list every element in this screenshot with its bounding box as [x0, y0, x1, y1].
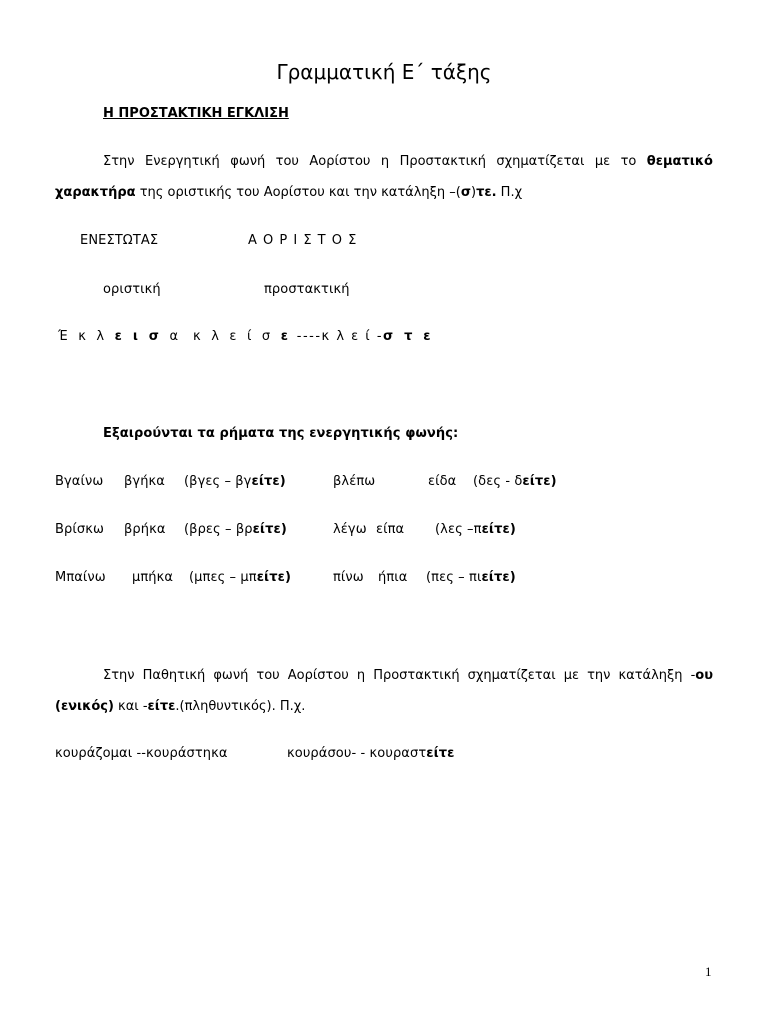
page-title: Γραμματική Ε΄ τάξης [276, 60, 492, 84]
passive-example-aorist: κουράζομαι --κουράστηκα [55, 746, 228, 761]
example-imperative: κ λ ε ί σ ε ----κ λ ε ί -σ τ ε [193, 329, 434, 344]
label-indicative: οριστική [103, 282, 161, 297]
active-voice-paragraph: Στην Ενεργητική φωνή του Αορίστου η Προστακτική σχηματίζεται με το θεματικό χαρακτήρα της οριστικής του Αορίστου και την κατάληξη –(σ)τε. Π.χ [55, 154, 713, 200]
section-heading: Η ΠΡΟΣΤΑΚΤΙΚΗ ΕΓΚΛΙΣΗ [103, 106, 289, 121]
bold-term: θεματικό χαρακτήρα [55, 154, 713, 200]
page-number: 1 [705, 964, 712, 979]
passive-example-imperative: κουράσου- - κουραστείτε [287, 746, 455, 761]
example-aorist: Έ κ λ ε ι σ α [58, 329, 182, 344]
passive-voice-paragraph: Στην Παθητική φωνή του Αορίστου η Προστακτική σχηματίζεται με την κατάληξη -ου (ενικός) και -είτε.(πληθυντικός). Π.χ. [55, 668, 713, 714]
label-imperative: προστακτική [264, 282, 350, 297]
header-aorist: Α Ο Ρ Ι Σ Τ Ο Σ [248, 233, 358, 248]
document-page: Γραμματική Ε΄ τάξης Η ΠΡΟΣΤΑΚΤΙΚΗ ΕΓΚΛΙΣΗ Στην Ενεργητική φωνή του Αορίστου η Προστακτική σχηματίζεται με το θεματικό χαρακτήρα της οριστικής του Αορίστου και την κατάληξη –(σ)τε. Π.χ ΕΝΕΣΤΩΤΑΣ Α Ο Ρ Ι Σ Τ Ο Σ οριστική προστακτική Έ κ λ ε ι σ α κ λ ε ί σ ε ----κ λ ε ί -σ τ ε Εξαιρούνται τα ρήματα της ενεργητικής φωνής: Βγαίνω βγήκα (βγες – βγείτε) βλέπω είδα (δες - δείτε) Βρίσκω βρήκα (βρες – βρείτε) λέγω είπα (λες –πείτε) Μπαίνω μπήκα (μπες – μπείτε) πίνω ήπια (πες – πιείτε) Στην Παθητική φωνή του Αορίστου η Προστακτική σχηματίζεται με την κατάληξη -ου (ενικός) και -είτε.(πληθυντικός). Π.χ. κουράζομαι --κουράστηκα κουράσου- - κουραστείτε 1 [0, 0, 768, 1024]
header-present: ΕΝΕΣΤΩΤΑΣ [80, 233, 159, 248]
exceptions-heading: Εξαιρούνται τα ρήματα της ενεργητικής φωνής: [103, 426, 459, 441]
